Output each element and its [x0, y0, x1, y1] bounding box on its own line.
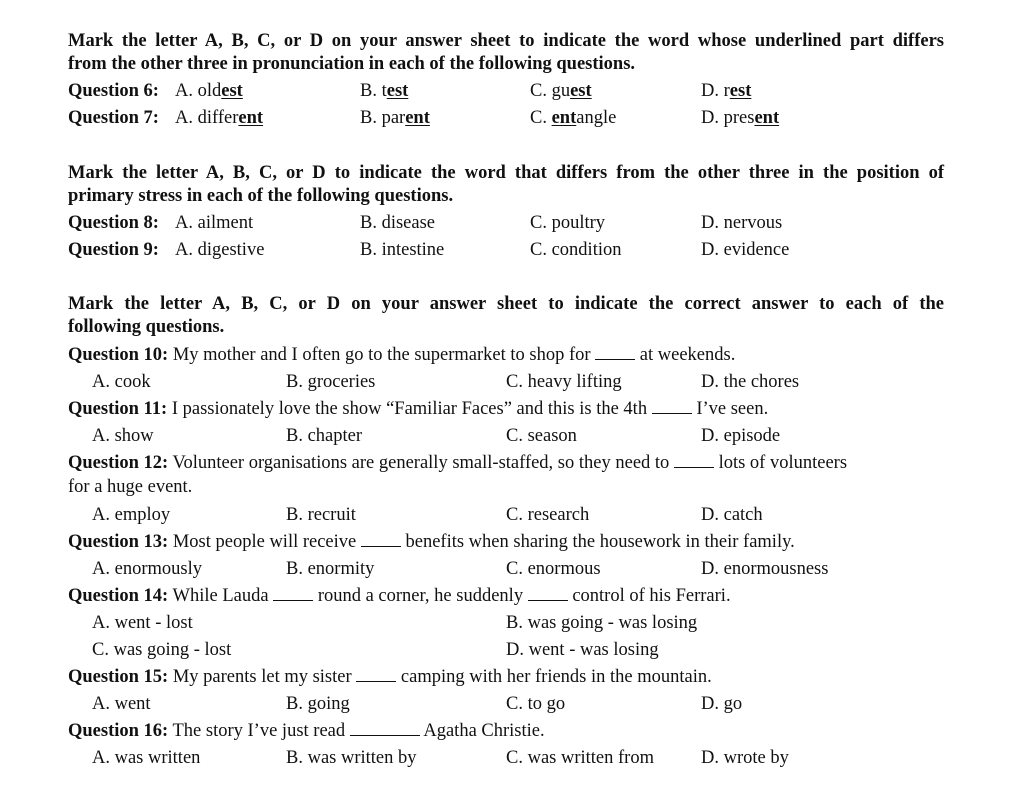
option-d: D. go	[701, 694, 743, 714]
question-9	[68, 239, 948, 261]
option-b: B. groceries	[286, 372, 376, 392]
option-d: D. nervous	[701, 213, 783, 233]
question-11-options	[68, 425, 948, 447]
answer-blank	[674, 453, 714, 468]
option-c: C. was written from	[506, 748, 654, 768]
option-b: B. test	[360, 81, 409, 101]
question-14-options-row2	[68, 639, 948, 661]
option-d: D. rest	[701, 81, 752, 101]
option-a: A. went	[92, 694, 151, 714]
option-c: C. entangle	[530, 108, 617, 128]
option-a: A. employ	[92, 505, 171, 525]
option-a: A. was written	[92, 748, 201, 768]
section3-instruction-line2: following questions.	[68, 317, 225, 337]
option-c: C. condition	[530, 240, 622, 260]
option-d: D. wrote by	[701, 748, 789, 768]
answer-blank	[652, 399, 692, 414]
question-15-stem: Question 15: My parents let my sister camping with her friends in the mountain.	[68, 667, 712, 687]
option-a: A. enormously	[92, 559, 202, 579]
section2-instruction-line1: Mark the letter A, B, C, or D to indicate the word that differs from the other three in the position of	[68, 163, 944, 183]
section1-instruction-line2: from the other three in pronunciation in each of the following questions.	[68, 54, 636, 74]
option-d: D. the chores	[701, 372, 800, 392]
option-b: B. disease	[360, 213, 436, 233]
question-13-stem: Question 13: Most people will receive benefits when sharing the housework in their family.	[68, 532, 795, 552]
option-c: C. poultry	[530, 213, 606, 233]
question-7	[68, 107, 948, 129]
question-10-stem: Question 10: My mother and I often go to the supermarket to shop for at weekends.	[68, 345, 736, 365]
question-10-options	[68, 371, 948, 393]
question-label: Question 9:	[68, 240, 159, 260]
option-a: A. cook	[92, 372, 151, 392]
option-c: C. guest	[530, 81, 592, 101]
question-label: Question 8:	[68, 213, 159, 233]
option-b: B. recruit	[286, 505, 356, 525]
question-12-options	[68, 504, 948, 526]
option-a: A. oldest	[175, 81, 243, 101]
option-c: C. research	[506, 505, 590, 525]
option-d: D. went - was losing	[506, 640, 659, 660]
option-c: C. was going - lost	[92, 640, 232, 660]
question-11-stem: Question 11: I passionately love the show “Familiar Faces” and this is the 4th I’ve seen.	[68, 399, 769, 419]
question-16-options	[68, 747, 948, 769]
option-b: B. was going - was losing	[506, 613, 698, 633]
option-c: C. season	[506, 426, 577, 446]
question-6	[68, 80, 948, 102]
question-label: Question 15:	[68, 667, 169, 687]
option-c: C. to go	[506, 694, 566, 714]
option-b: B. going	[286, 694, 350, 714]
option-d: D. catch	[701, 505, 763, 525]
question-12-stem: Question 12: Volunteer organisations are generally small-staffed, so they need to lots of volunteers	[68, 453, 848, 473]
option-d: D. enormousness	[701, 559, 829, 579]
section2-instruction-line2: primary stress in each of the following questions.	[68, 186, 454, 206]
option-c: C. heavy lifting	[506, 372, 622, 392]
question-label: Question 6:	[68, 81, 159, 101]
option-c: C. enormous	[506, 559, 601, 579]
answer-blank	[356, 667, 396, 682]
question-13-options	[68, 558, 948, 580]
option-a: A. went - lost	[92, 613, 193, 633]
answer-blank	[595, 345, 635, 360]
question-14-stem: Question 14: While Lauda round a corner, he suddenly control of his Ferrari.	[68, 586, 731, 606]
option-b: B. chapter	[286, 426, 363, 446]
section1-instruction-line1: Mark the letter A, B, C, or D on your answer sheet to indicate the word whose underlined part differs	[68, 31, 944, 51]
question-label: Question 14:	[68, 586, 169, 606]
option-b: B. enormity	[286, 559, 375, 579]
question-8	[68, 212, 948, 234]
question-12-stem-continued: for a huge event.	[68, 477, 193, 497]
option-a: A. different	[175, 108, 264, 128]
option-b: B. was written by	[286, 748, 417, 768]
question-label: Question 12:	[68, 453, 169, 473]
answer-blank	[361, 532, 401, 547]
answer-blank	[528, 586, 568, 601]
option-a: A. show	[92, 426, 154, 446]
option-d: D. evidence	[701, 240, 790, 260]
option-a: A. ailment	[175, 213, 254, 233]
section3-instruction-line1: Mark the letter A, B, C, or D on your answer sheet to indicate the correct answer to each of the	[68, 294, 944, 314]
answer-blank	[350, 721, 420, 736]
question-label: Question 16:	[68, 721, 169, 741]
option-d: D. episode	[701, 426, 781, 446]
option-b: B. parent	[360, 108, 430, 128]
question-label: Question 13:	[68, 532, 169, 552]
question-15-options	[68, 693, 948, 715]
question-16-stem: Question 16: The story I’ve just read Agatha Christie.	[68, 721, 545, 741]
option-a: A. digestive	[175, 240, 265, 260]
question-label: Question 7:	[68, 108, 159, 128]
answer-blank	[273, 586, 313, 601]
option-b: B. intestine	[360, 240, 445, 260]
option-d: D. present	[701, 108, 780, 128]
question-label: Question 11:	[68, 399, 168, 419]
question-label: Question 10:	[68, 345, 169, 365]
question-14-options-row1	[68, 612, 948, 634]
